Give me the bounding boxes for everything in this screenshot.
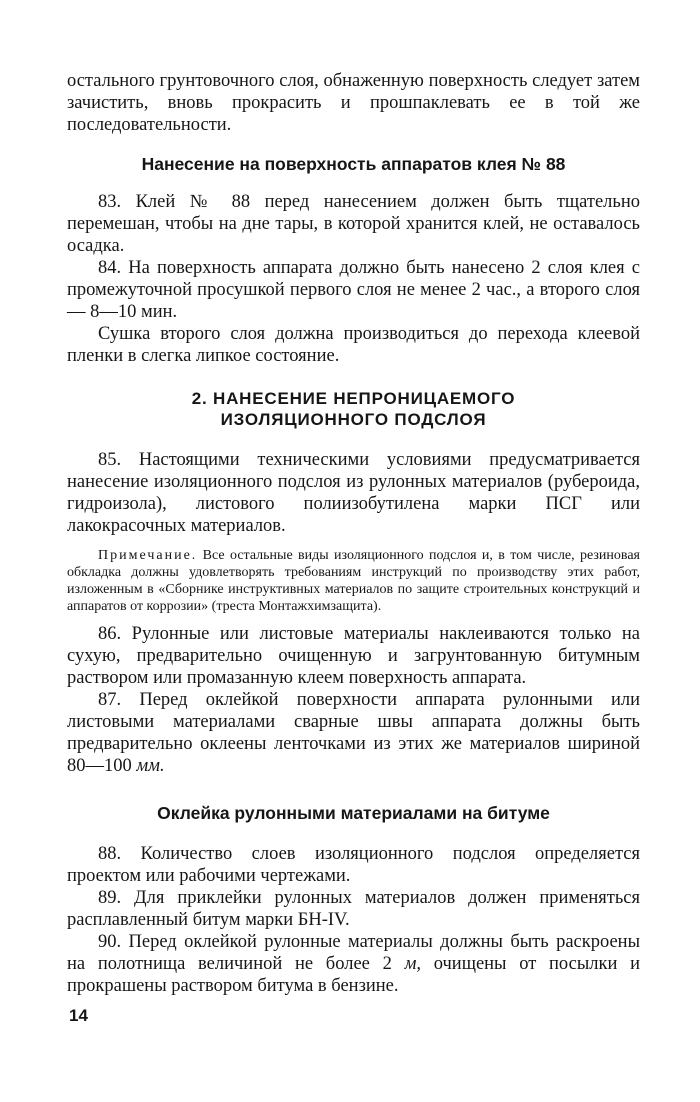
page-number: 14	[69, 1006, 88, 1025]
heading-rolls: Оклейка рулонными материалами на битуме	[157, 803, 550, 823]
paragraph-86: 86. Рулонные или листовые материалы наклеиваются только на сухую, предварительно очищенную и загрунтованную битумным раствором или промазанную клеем поверхность аппарата.	[67, 624, 640, 688]
paragraph-drying: Сушка второго слоя должна производиться до перехода клеевой пленки в слегка липкое состояние.	[67, 324, 640, 366]
note-text: Все остальные виды изоляционного подслоя и, в том числе, резиновая обкладка должны удовлетворять требованиям инструкций по производству этих работ, изложенным в «Сборнике инструктивных материалов по защите строительных конструкций и аппаратов от коррозии» (треста Монтажхимзащита).	[67, 548, 640, 614]
note-paragraph	[67, 547, 640, 615]
paragraph-85: 85. Настоящими техническими условиями предусматривается нанесение изоляционного подслоя из рулонных материалов (рубероида, гидроизола), листового полиизобутилена марки ПСГ или лакокрасочных материалов.	[67, 450, 640, 536]
paragraph-89: 89. Для приклейки рулонных материалов должен применяться расплавленный битум марки БН-IV.	[67, 888, 640, 930]
paragraph-90-rest: очищены от посылки и прокрашены раствором битума в бензине.	[67, 954, 640, 996]
section-2-title-line2: ИЗОЛЯЦИОННОГО ПОДСЛОЯ	[220, 410, 487, 429]
heading-glue: Нанесение на поверхность аппаратов клея № 88	[141, 154, 566, 174]
paragraph-90	[67, 931, 640, 997]
paragraph-87-text: 87. Перед оклейкой поверхности аппарата рулонными или листовыми материалами сварные швы аппарата должны быть предварительно оклеены ленточками из этих же материалов шириной 80—100	[67, 690, 640, 776]
paragraph-90-text: 90. Перед оклейкой рулонные материалы должны быть раскроены на полотнища величиной не более 2	[67, 932, 640, 974]
paragraph-87	[67, 689, 640, 777]
section-2-heading	[67, 388, 640, 430]
paragraph-88: 88. Количество слоев изоляционного подслоя определяется проектом или рабочими чертежами.	[67, 844, 640, 886]
section-2-title-line1: 2. НАНЕСЕНИЕ НЕПРОНИЦАЕМОГО	[191, 389, 516, 408]
paragraph-90-unit: м,	[404, 954, 421, 974]
paragraph-83: 83. Клей № 88 перед нанесением должен быть тщательно перемешан, чтобы на дне тары, в которой хранится клей, не оставалось осадка.	[67, 192, 640, 256]
intro-paragraph: остального грунтовочного слоя, обнаженную поверхность следует затем зачистить, вновь прокрасить и прошпаклевать ее в той же последовательности.	[67, 71, 640, 135]
paragraph-84: 84. На поверхность аппарата должно быть нанесено 2 слоя клея с промежуточной просушкой первого слоя не менее 2 час., а второго слоя — 8—10 мин.	[67, 258, 640, 322]
note-label: Примечание.	[98, 548, 198, 563]
document-page	[67, 70, 640, 997]
paragraph-87-unit: мм.	[136, 756, 165, 776]
